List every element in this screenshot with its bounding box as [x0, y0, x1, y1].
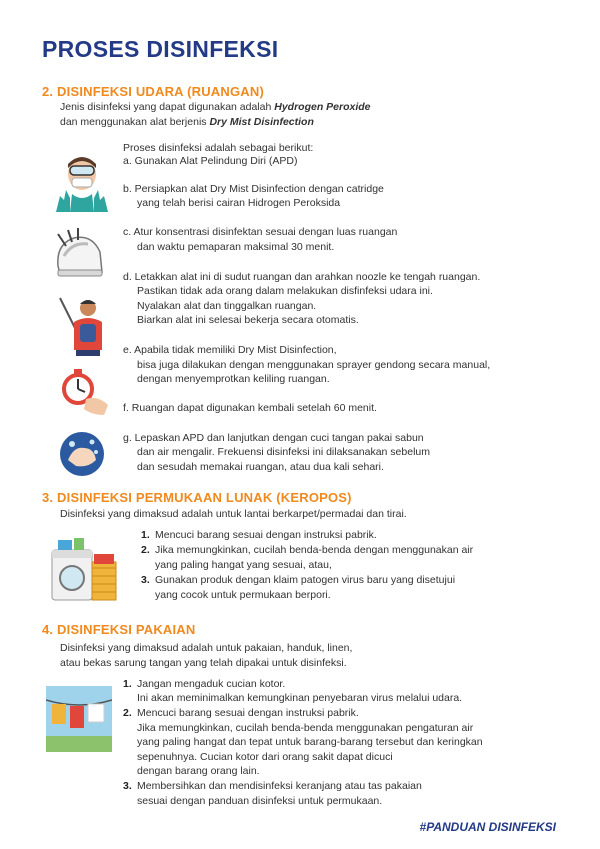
s4-item-2-line-4: sepenuhnya. Cucian kotor dari orang sakit dapat dicuci	[137, 751, 393, 763]
footer-hashtag: #PANDUAN DISINFEKSI	[419, 820, 556, 834]
step-g-line-1: g. Lepaskan APD dan lanjutkan dengan cuci tangan pakai sabun	[123, 432, 424, 444]
s4-item-2-line-5: dengan barang orang lain.	[137, 765, 260, 777]
s4-item-1-line-1: 1. Jangan mengaduk cucian kotor.	[123, 678, 286, 690]
step-d-line-2: Pastikan tidak ada orang dalam melakukan disfinfeksi udara ini.	[137, 285, 433, 297]
s3-item-1: 1. Mencuci barang sesuai dengan instruksi pabrik.	[141, 529, 377, 541]
step-e-line-1: e. Apabila tidak memiliki Dry Mist Disinfection,	[123, 344, 337, 356]
stopwatch-icon	[58, 365, 110, 417]
page-title: PROSES DISINFEKSI	[42, 36, 279, 62]
intro-emphasis-drymist: Dry Mist Disinfection	[209, 116, 314, 128]
step-g-line-2: dan air mengalir. Frekuensi disinfeksi ini dilaksanakan sebelum	[137, 446, 430, 458]
section-2-intro-1: Jenis disinfeksi yang dapat digunakan adalah Hydrogen Peroxide	[60, 101, 371, 113]
s4-item-1-line-2: Ini akan meminimalkan kemungkinan penyebaran virus melalui udara.	[137, 692, 463, 704]
step-e-line-3: dengan menyemprotkan keliling ruangan.	[137, 373, 330, 385]
step-a: a. Gunakan Alat Pelindung Diri (APD)	[123, 155, 298, 167]
s3-item-3-line-2: yang cocok untuk permukaan berpori.	[155, 589, 331, 601]
s3-item-3-line-1: 3. Gunakan produk dengan klaim patogen virus baru yang disetujui	[141, 574, 456, 586]
s4-item-2-line-1: 2. Mencuci barang sesuai dengan instruksi pabrik.	[123, 707, 359, 719]
step-f: f. Ruangan dapat digunakan kembali setelah 60 menit.	[123, 402, 377, 414]
intro-emphasis-hydrogen: Hydrogen Peroxide	[274, 101, 371, 113]
step-c-line-2: dan waktu pemaparan maksimal 30 menit.	[137, 241, 335, 253]
section-2-heading: 2. DISINFEKSI UDARA (RUANGAN)	[42, 84, 264, 99]
s4-item-3-line-2: sesuai dengan panduan disinfeksi untuk permukaan.	[137, 795, 383, 807]
section-3-intro: Disinfeksi yang dimaksud adalah untuk lantai berkarpet/permadai dan tirai.	[60, 508, 407, 520]
section-4-intro-2: atau bekas sarung tangan yang telah dipakai untuk disinfeksi.	[60, 657, 347, 669]
s3-item-2-line-2: yang paling hangat yang sesuai, atau,	[155, 559, 332, 571]
dry-mist-device-icon	[52, 226, 108, 282]
step-d-line-1: d. Letakkan alat ini di sudut ruangan dan arahkan noozle ke tengah ruangan.	[123, 271, 481, 283]
s4-item-3-line-1: 3. Membersihkan dan mendisinfeksi keranjang atau tas pakaian	[123, 780, 422, 792]
step-b-line-1: b. Persiapkan alat Dry Mist Disinfection dengan catridge	[123, 183, 384, 195]
step-d-line-4: Biarkan alat ini selesai bekerja secara otomatis.	[137, 314, 359, 326]
step-c-line-1: c. Atur konsentrasi disinfektan sesuai dengan luas ruangan	[123, 226, 398, 238]
section-4-heading: 4. DISINFEKSI PAKAIAN	[42, 622, 196, 637]
section-2-intro-2: dan menggunakan alat berjenis Dry Mist Disinfection	[60, 116, 314, 128]
section-3-heading: 3. DISINFEKSI PERMUKAAN LUNAK (KEROPOS)	[42, 490, 352, 505]
step-b-line-2: yang telah berisi cairan Hidrogen Peroksida	[137, 197, 341, 209]
steps-intro: Proses disinfeksi adalah sebagai berikut:	[123, 142, 314, 154]
step-d-line-3: Nyalakan alat dan tinggalkan ruangan.	[137, 300, 317, 312]
s4-item-2-line-3: yang paling hangat dan tepat untuk barang-barang tersebut dan keringkan	[137, 736, 483, 748]
step-e-line-2: bisa juga dilakukan dengan menggunakan sprayer gendong secara manual,	[137, 359, 491, 371]
step-g-line-3: dan sesudah memakai ruangan, atau dua kali sehari.	[137, 461, 384, 473]
s3-item-2-line-1: 2. Jika memungkinkan, cucilah benda-benda dengan menggunakan air	[141, 544, 474, 556]
clothesline-icon	[46, 686, 112, 752]
s4-item-2-line-2: Jika memungkinkan, cucilah benda-benda menggunakan pengaturan air	[137, 722, 474, 734]
ppe-person-icon	[50, 150, 114, 214]
handwash-icon	[58, 430, 106, 478]
section-4-intro-1: Disinfeksi yang dimaksud adalah untuk pakaian, handuk, linen,	[60, 642, 353, 654]
sprayer-person-icon	[58, 294, 110, 356]
washing-machine-icon	[50, 532, 120, 604]
